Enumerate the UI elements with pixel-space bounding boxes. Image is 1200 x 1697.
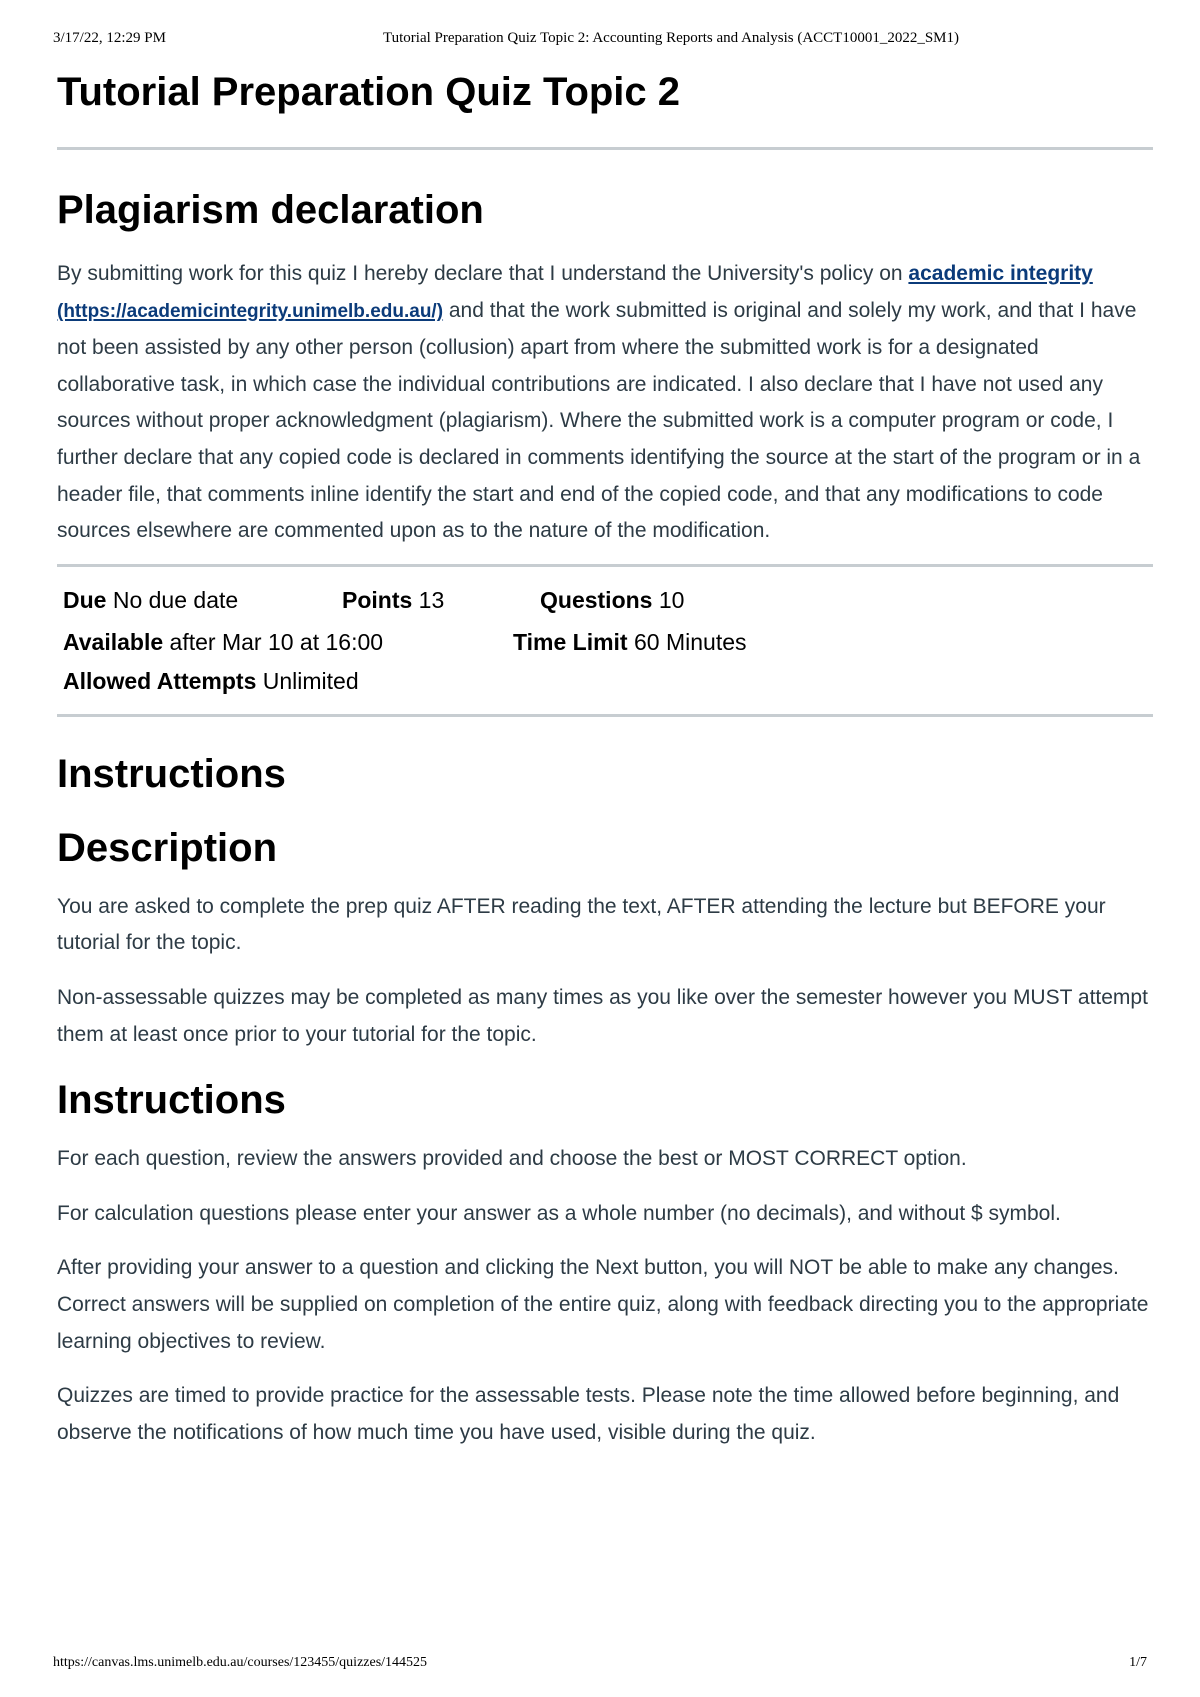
- plagiarism-heading: Plagiarism declaration: [57, 188, 484, 232]
- meta-bottom-divider: [57, 714, 1153, 717]
- instruction-paragraph: Quizzes are timed to provide practice for the assessable tests. Please note the time allowed before beginning, and observe the notifications of how much time you have used, visible during the quiz.: [57, 1384, 1120, 1444]
- print-date: 3/17/22, 12:29 PM: [53, 30, 166, 46]
- points-value: 13: [418, 586, 445, 613]
- quiz-details: [57, 567, 1153, 707]
- description-paragraph: You are asked to complete the prep quiz AFTER reading the text, AFTER attending the lecture but BEFORE your tutorial for the topic.: [57, 894, 1106, 955]
- points-detail: [342, 587, 444, 614]
- due-label: Due: [63, 586, 107, 613]
- plagiarism-text-end: and that the work submitted is original and solely my work, and that I have not been assisted by any other person (collusion) apart from where the submitted work is for a designated collaborative task, in which case the individual contributions are indicated. I also declare that I have not used any sources without proper acknowledgment (plagiarism). Where the submitted work is a computer program or code, I further declare that any copied code is declared in comments identifying the source at the start of the program or in a header file, that comments inline identify the start and end of the copied code, and that any modifications to code sources elsewhere are commented upon as to the nature of the modification.: [57, 298, 1141, 543]
- allowed-attempts-value: Unlimited: [262, 667, 359, 694]
- quiz-content: [57, 60, 1153, 1451]
- allowed-attempts-detail: [63, 668, 359, 695]
- questions-detail: [540, 587, 684, 614]
- available-detail: [63, 629, 383, 656]
- title-divider: [57, 147, 1153, 150]
- academic-integrity-link-label: academic integrity: [908, 262, 1093, 285]
- plagiarism-text-start: By submitting work for this quiz I hereby declare that I understand the University's policy on: [57, 262, 909, 285]
- print-header: [53, 30, 1147, 52]
- due-date-detail: [63, 587, 238, 614]
- allowed-attempts-label: Allowed Attempts: [63, 667, 257, 694]
- due-value: No due date: [112, 586, 239, 613]
- instruction-paragraph: After providing your answer to a question and clicking the Next button, you will NOT be able to make any changes. Correct answers will be supplied on completion of the entire quiz, along with feedback directing you to the appropriate learning objectives to review.: [57, 1256, 1149, 1353]
- time-limit-value: 60 Minutes: [634, 628, 747, 655]
- page-number: 1/7: [1129, 1655, 1147, 1670]
- instruction-paragraph: For calculation questions please enter your answer as a whole number (no decimals), and without $ symbol.: [57, 1201, 1061, 1225]
- page-title: Tutorial Preparation Quiz Topic 2: [57, 70, 681, 114]
- instructions-heading: Instructions: [57, 1078, 286, 1123]
- print-doc-title: Tutorial Preparation Quiz Topic 2: Accounting Reports and Analysis (ACCT10001_2022_SM1): [383, 30, 959, 46]
- available-value: after Mar 10 at 16:00: [169, 628, 384, 655]
- instructions-section-heading: Instructions: [57, 751, 286, 796]
- print-url: https://canvas.lms.unimelb.edu.au/courses/123455/quizzes/144525: [53, 1655, 428, 1670]
- instruction-paragraph: For each question, review the answers provided and choose the best or MOST CORRECT option.: [57, 1147, 967, 1171]
- questions-value: 10: [658, 586, 685, 613]
- time-limit-label: Time Limit: [513, 628, 628, 655]
- plagiarism-declaration-text: [57, 256, 1153, 550]
- description-paragraph: Non-assessable quizzes may be completed as many times as you like over the semester however you MUST attempt them at least once prior to your tutorial for the topic.: [57, 985, 1148, 1046]
- points-label: Points: [342, 586, 413, 613]
- description-heading: Description: [57, 825, 278, 870]
- academic-integrity-link-url: (https://academicintegrity.unimelb.edu.au/): [57, 300, 444, 322]
- available-label: Available: [63, 628, 164, 655]
- questions-label: Questions: [540, 586, 653, 613]
- time-limit-detail: [513, 629, 747, 656]
